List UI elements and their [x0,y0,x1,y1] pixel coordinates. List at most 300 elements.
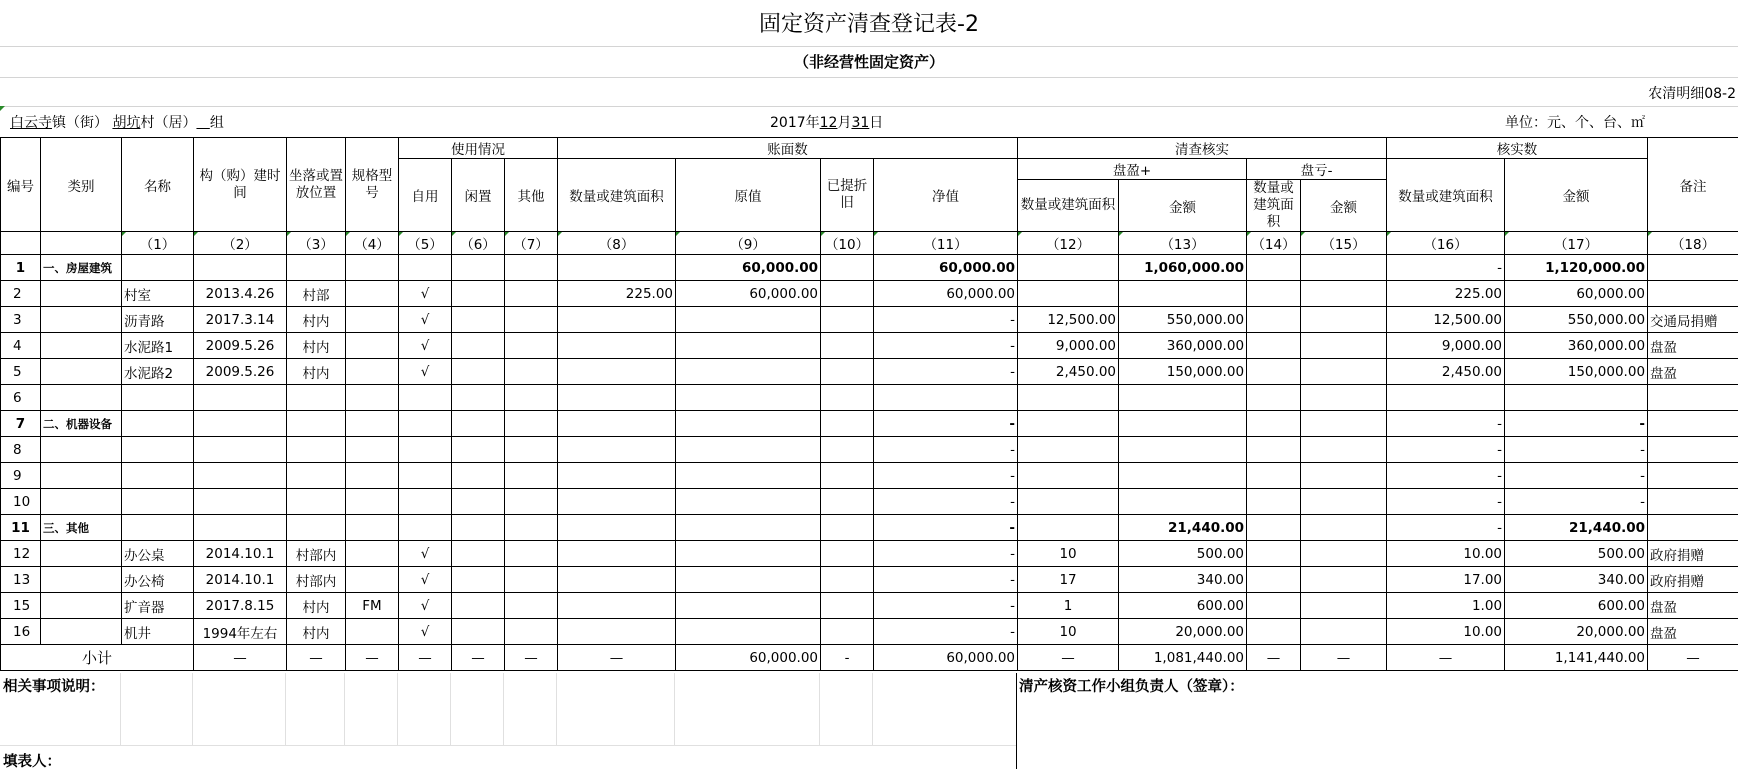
subtotal-self: — [399,645,452,671]
row-book-net [874,385,1018,411]
row-build-time [194,411,287,437]
subtotal-loss-amt: — [1301,645,1387,671]
row-loss-qty [1247,359,1301,385]
row-surplus-amt [1119,489,1247,515]
row-book-dep [821,385,874,411]
row-self-check [399,437,452,463]
row-number: 8 [1,437,41,463]
row-book-dep [821,307,874,333]
row-surplus-qty: 17 [1018,567,1119,593]
row-verified-amt: 21,440.00 [1505,515,1648,541]
row-spec [346,307,399,333]
header-check: 清查核实 [1018,138,1387,159]
row-verified-amt: 360,000.00 [1505,333,1648,359]
row-self-check [399,385,452,411]
row-name [122,437,194,463]
faint-gridline [819,673,820,745]
row-self-check: √ [399,593,452,619]
faint-gridline [192,673,193,745]
row-number: 10 [1,489,41,515]
row-book-qty [558,489,676,515]
row-surplus-qty: 10 [1018,541,1119,567]
row-surplus-amt: 500.00 [1119,541,1247,567]
row-verified-amt: - [1505,437,1648,463]
row-name: 沥青路 [122,307,194,333]
faint-gridline [450,673,451,745]
row-build-time: 2017.3.14 [194,307,287,333]
row-build-time [194,437,287,463]
row-location [287,463,346,489]
row-loss-qty [1247,281,1301,307]
row-book-net: - [874,541,1018,567]
row-book-orig [676,411,821,437]
row-idle [452,437,505,463]
subtotal-loc: — [287,645,346,671]
row-spec [346,411,399,437]
subtotal-remark: — [1648,645,1738,671]
row-category [41,541,122,567]
row-surplus-qty [1018,463,1119,489]
row-surplus-qty [1018,489,1119,515]
cell-marker-icon [0,106,5,111]
subtotal-surplus-amt: 1,081,440.00 [1119,645,1247,671]
row-self-check: √ [399,619,452,645]
row-loss-amt [1301,333,1387,359]
row-name [122,385,194,411]
row-build-time [194,489,287,515]
row-book-dep [821,411,874,437]
row-surplus-amt [1119,281,1247,307]
row-category [41,489,122,515]
row-idle [452,463,505,489]
row-book-orig [676,437,821,463]
row-category [41,281,122,307]
row-book-orig [676,463,821,489]
row-book-orig [676,333,821,359]
table-row [1,515,1738,541]
row-verified-amt: 150,000.00 [1505,359,1648,385]
row-name: 扩音器 [122,593,194,619]
row-number: 13 [1,567,41,593]
row-verified-amt: 600.00 [1505,593,1648,619]
row-idle [452,411,505,437]
subtotal-verified-qty: — [1387,645,1505,671]
row-other [505,255,558,281]
row-book-net: - [874,333,1018,359]
row-build-time: 1994年左右 [194,619,287,645]
column-index-cell: （17） [1505,232,1648,255]
row-spec [346,255,399,281]
row-book-orig [676,567,821,593]
row-remark: 盘盈 [1648,593,1738,619]
row-name: 村室 [122,281,194,307]
row-book-net: - [874,359,1018,385]
signature-box [1017,673,1738,769]
page-title: 固定资产清查登记表-2 [0,0,1738,47]
row-book-qty [558,515,676,541]
column-index-row [1,232,1738,255]
row-verified-qty [1387,385,1505,411]
faint-gridline [674,673,675,745]
row-book-qty [558,385,676,411]
row-book-orig [676,593,821,619]
subtotal-book-net: 60,000.00 [874,645,1018,671]
row-verified-qty: - [1387,515,1505,541]
row-name [122,411,194,437]
row-verified-qty: 12,500.00 [1387,307,1505,333]
row-category: 二、机器设备 [41,411,122,437]
asset-table [0,137,1738,671]
row-verified-amt: 1,120,000.00 [1505,255,1648,281]
row-surplus-amt [1119,437,1247,463]
header-surplus-qty: 数量或建筑面积 [1018,180,1119,232]
row-other [505,489,558,515]
column-index-cell: （10） [821,232,874,255]
row-loss-qty [1247,593,1301,619]
row-build-time: 2013.4.26 [194,281,287,307]
column-index-cell: （3） [287,232,346,255]
row-build-time: 2014.10.1 [194,541,287,567]
row-self-check [399,463,452,489]
row-loss-qty [1247,307,1301,333]
row-other [505,515,558,541]
row-remark: 盘盈 [1648,333,1738,359]
row-category [41,463,122,489]
row-surplus-amt: 20,000.00 [1119,619,1247,645]
row-verified-qty: - [1387,463,1505,489]
row-idle [452,281,505,307]
header-book-dep: 已提折旧 [821,159,874,232]
row-book-dep [821,437,874,463]
row-build-time [194,515,287,541]
row-remark [1648,255,1738,281]
row-book-dep [821,489,874,515]
row-verified-qty: - [1387,255,1505,281]
row-number: 9 [1,463,41,489]
row-book-qty [558,411,676,437]
column-index-cell [41,232,122,255]
header-loss-qty: 数量或建筑面积 [1247,180,1301,232]
row-remark: 盘盈 [1648,359,1738,385]
row-book-orig: 60,000.00 [676,281,821,307]
row-self-check: √ [399,567,452,593]
row-verified-amt: 340.00 [1505,567,1648,593]
row-number: 2 [1,281,41,307]
row-book-dep [821,541,874,567]
row-build-time [194,385,287,411]
row-category [41,385,122,411]
row-spec [346,463,399,489]
row-book-net: 60,000.00 [874,255,1018,281]
row-book-qty [558,567,676,593]
row-book-dep [821,359,874,385]
header-remark: 备注 [1648,138,1738,232]
row-loss-qty [1247,463,1301,489]
row-name [122,255,194,281]
table-row [1,307,1738,333]
row-name: 水泥路2 [122,359,194,385]
row-book-dep [821,281,874,307]
row-verified-amt: 550,000.00 [1505,307,1648,333]
subtotal-book-dep: - [821,645,874,671]
row-loss-amt [1301,437,1387,463]
faint-gridline [120,673,121,745]
row-surplus-qty [1018,515,1119,541]
row-book-net: - [874,567,1018,593]
row-loss-qty [1247,619,1301,645]
row-loss-amt [1301,619,1387,645]
header-name: 名称 [122,138,194,232]
row-loss-qty [1247,489,1301,515]
row-surplus-qty: 12,500.00 [1018,307,1119,333]
row-name [122,489,194,515]
table-row [1,489,1738,515]
row-loss-qty [1247,385,1301,411]
table-row [1,463,1738,489]
row-book-dep [821,255,874,281]
row-verified-qty: 9,000.00 [1387,333,1505,359]
header-loss-amt: 金额 [1301,180,1387,232]
row-location [287,255,346,281]
row-loss-qty [1247,437,1301,463]
row-self-check: √ [399,281,452,307]
row-verified-amt: - [1505,463,1648,489]
group-blank [196,115,209,131]
row-number: 6 [1,385,41,411]
column-index-cell: （2） [194,232,287,255]
table-row [1,437,1738,463]
row-surplus-qty [1018,281,1119,307]
row-loss-amt [1301,281,1387,307]
faint-gridline [872,673,873,745]
row-spec [346,541,399,567]
column-index-cell: （18） [1648,232,1738,255]
row-book-net: - [874,463,1018,489]
row-build-time [194,255,287,281]
header-category: 类别 [41,138,122,232]
row-loss-qty [1247,255,1301,281]
page-subtitle: （非经营性固定资产） [0,47,1738,78]
row-loss-amt [1301,593,1387,619]
row-book-net: 60,000.00 [874,281,1018,307]
table-row [1,411,1738,437]
row-book-orig: 60,000.00 [676,255,821,281]
row-loss-qty [1247,541,1301,567]
row-book-orig [676,619,821,645]
row-spec: FM [346,593,399,619]
row-location [287,515,346,541]
row-surplus-qty: 1 [1018,593,1119,619]
row-surplus-amt: 600.00 [1119,593,1247,619]
row-book-qty [558,619,676,645]
row-surplus-qty: 2,450.00 [1018,359,1119,385]
date-year: 2017 [770,115,806,131]
table-row [1,333,1738,359]
row-other [505,307,558,333]
row-loss-amt [1301,515,1387,541]
row-number: 15 [1,593,41,619]
row-book-dep [821,567,874,593]
header-book-net: 净值 [874,159,1018,232]
subtotal-surplus-qty: — [1018,645,1119,671]
row-surplus-qty: 10 [1018,619,1119,645]
header-surplus: 盘盈+ [1018,159,1247,180]
table-row [1,567,1738,593]
row-book-net: - [874,307,1018,333]
row-verified-amt: 500.00 [1505,541,1648,567]
row-category [41,567,122,593]
column-index-cell: （11） [874,232,1018,255]
row-book-net: - [874,437,1018,463]
signature-label: 清产核资工作小组负责人（签章）： [1019,675,1244,696]
row-loss-amt [1301,385,1387,411]
row-other [505,333,558,359]
column-index-cell: （1） [122,232,194,255]
row-category [41,359,122,385]
column-index-cell: （12） [1018,232,1119,255]
row-name [122,515,194,541]
row-spec [346,281,399,307]
row-verified-amt: - [1505,411,1648,437]
column-index-cell: （8） [558,232,676,255]
row-other [505,567,558,593]
row-name: 办公椅 [122,567,194,593]
row-idle [452,359,505,385]
table-row [1,541,1738,567]
row-build-time: 2009.5.26 [194,333,287,359]
row-self-check [399,515,452,541]
row-location: 村部 [287,281,346,307]
row-idle [452,541,505,567]
row-remark [1648,437,1738,463]
row-book-net: - [874,515,1018,541]
faint-gridline [344,673,345,745]
row-self-check [399,411,452,437]
row-spec [346,333,399,359]
row-book-qty [558,333,676,359]
row-surplus-amt [1119,385,1247,411]
row-surplus-amt: 1,060,000.00 [1119,255,1247,281]
row-idle [452,619,505,645]
table-row [1,281,1738,307]
row-book-orig [676,385,821,411]
row-build-time: 2014.10.1 [194,567,287,593]
row-remark [1648,385,1738,411]
header-location: 坐落或置放位置 [287,138,346,232]
row-spec [346,567,399,593]
row-surplus-qty [1018,255,1119,281]
row-spec [346,515,399,541]
header-loss: 盘亏- [1247,159,1387,180]
row-book-dep [821,619,874,645]
row-spec [346,359,399,385]
faint-gridline [556,673,557,745]
header-verified: 核实数 [1387,138,1648,159]
row-verified-amt: 20,000.00 [1505,619,1648,645]
column-index-cell: （16） [1387,232,1505,255]
row-loss-amt [1301,567,1387,593]
row-verified-qty: 225.00 [1387,281,1505,307]
subtotal-time: — [194,645,287,671]
subtotal-loss-qty: — [1247,645,1301,671]
spacer-row [0,78,1738,107]
row-self-check: √ [399,333,452,359]
row-location: 村部内 [287,541,346,567]
row-location: 村内 [287,333,346,359]
row-surplus-amt: 340.00 [1119,567,1247,593]
row-category [41,307,122,333]
row-category [41,593,122,619]
row-other [505,463,558,489]
notes-label: 相关事项说明： [3,675,105,696]
row-verified-qty: - [1387,437,1505,463]
date-month: 12 [820,115,838,131]
column-index-cell: （7） [505,232,558,255]
row-self-check [399,489,452,515]
form-number: 农清明细08-2 [1648,82,1738,106]
row-idle [452,255,505,281]
row-book-orig [676,489,821,515]
row-loss-qty [1247,411,1301,437]
row-book-dep [821,515,874,541]
row-book-net: - [874,411,1018,437]
row-verified-amt: - [1505,489,1648,515]
row-location [287,489,346,515]
row-location [287,411,346,437]
column-index-cell: （9） [676,232,821,255]
row-surplus-qty [1018,437,1119,463]
row-self-check: √ [399,307,452,333]
row-other [505,411,558,437]
row-surplus-amt: 550,000.00 [1119,307,1247,333]
row-remark [1648,463,1738,489]
row-other [505,593,558,619]
row-number: 4 [1,333,41,359]
row-other [505,541,558,567]
row-book-dep [821,333,874,359]
row-book-qty [558,437,676,463]
header-usage: 使用情况 [399,138,558,159]
row-remark: 交通局捐赠 [1648,307,1738,333]
row-remark: 政府捐赠 [1648,541,1738,567]
row-name: 机井 [122,619,194,645]
row-verified-qty: 2,450.00 [1387,359,1505,385]
faint-gridline [285,673,286,745]
header-build-time: 构（购）建时间 [194,138,287,232]
row-self-check: √ [399,541,452,567]
row-idle [452,307,505,333]
row-location: 村内 [287,307,346,333]
row-other [505,359,558,385]
row-loss-amt [1301,541,1387,567]
row-location: 村内 [287,619,346,645]
row-verified-qty: 17.00 [1387,567,1505,593]
subtotal-row [1,645,1738,671]
row-other [505,437,558,463]
unit-label: 单位：元、个、台、㎡ [1505,111,1645,135]
group-suffix: 组 [210,115,224,131]
row-idle [452,567,505,593]
town-name: 白云寺 [10,115,52,131]
row-surplus-amt: 150,000.00 [1119,359,1247,385]
row-spec [346,619,399,645]
header-book: 账面数 [558,138,1018,159]
table-row [1,619,1738,645]
row-name [122,463,194,489]
header-surplus-amt: 金额 [1119,180,1247,232]
table-row [1,385,1738,411]
location-line [10,111,224,135]
